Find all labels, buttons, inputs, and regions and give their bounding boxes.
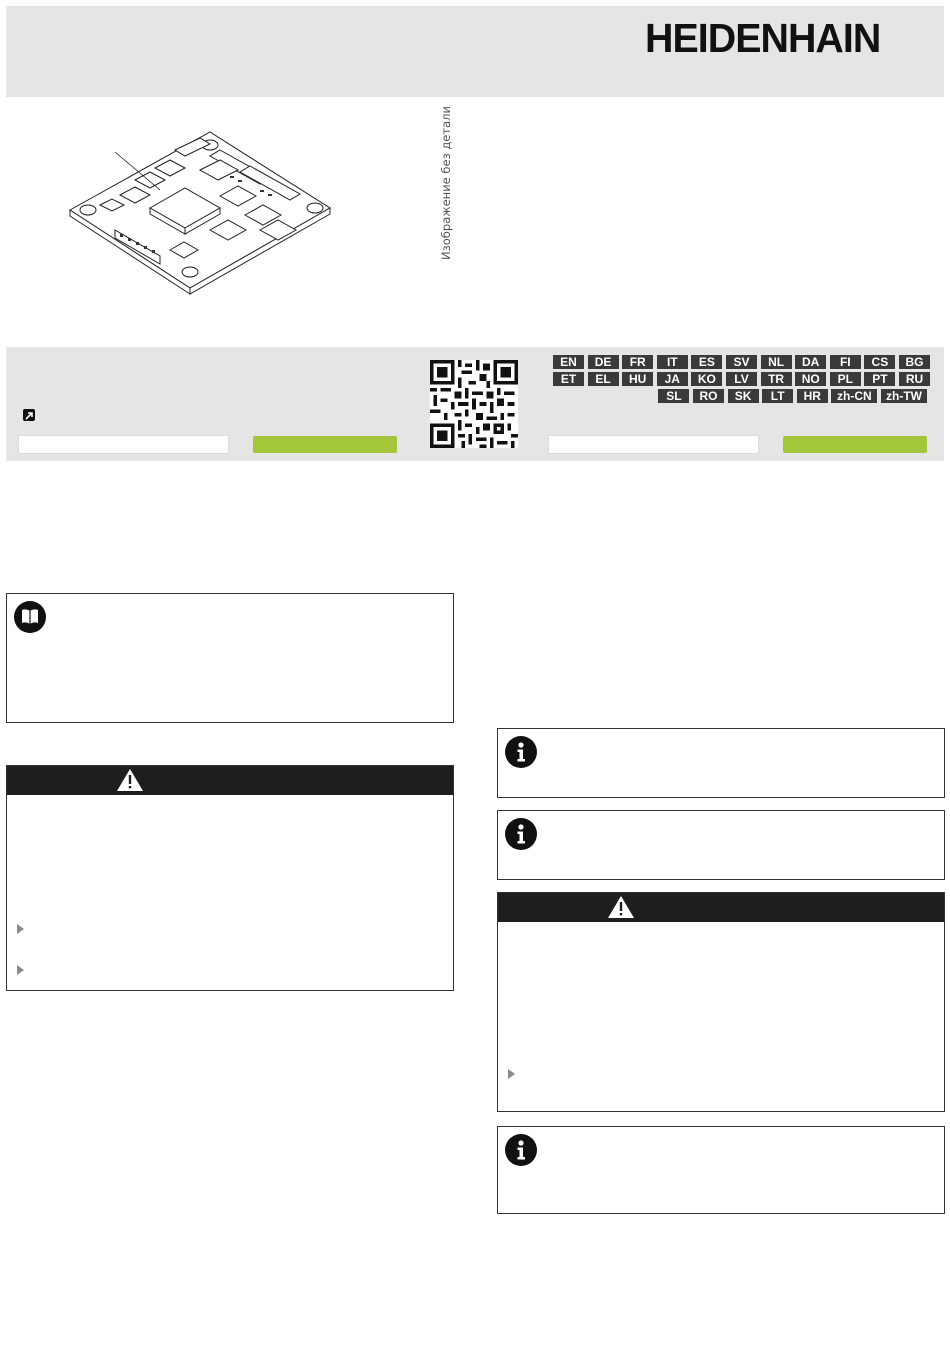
info-icon <box>505 1134 537 1166</box>
bullet-marker <box>508 1069 515 1079</box>
language-chip-ja[interactable]: JA <box>657 372 688 386</box>
warning-header-left <box>7 766 453 795</box>
info-icon <box>505 818 537 850</box>
manual-note-box <box>6 593 454 723</box>
language-chip-lt[interactable]: LT <box>762 389 793 403</box>
language-chip-it[interactable]: IT <box>657 355 688 369</box>
language-chip-bg[interactable]: BG <box>899 355 930 369</box>
language-chip-lv[interactable]: LV <box>726 372 757 386</box>
language-chip-pt[interactable]: PT <box>864 372 895 386</box>
language-chip-es[interactable]: ES <box>691 355 722 369</box>
language-chip-fi[interactable]: FI <box>830 355 861 369</box>
language-chip-da[interactable]: DA <box>795 355 826 369</box>
language-chip-fr[interactable]: FR <box>622 355 653 369</box>
image-caption-vertical: Изображение без детали <box>439 106 453 260</box>
link-field-right[interactable] <box>548 435 759 454</box>
language-chip-hr[interactable]: HR <box>797 389 828 403</box>
info-note-box <box>497 810 945 880</box>
language-chip-zh-tw[interactable]: zh-TW <box>881 389 927 403</box>
qr-code[interactable] <box>430 360 518 448</box>
language-chip-sk[interactable]: SK <box>728 389 759 403</box>
language-chip-no[interactable]: NO <box>795 372 826 386</box>
language-chip-hu[interactable]: HU <box>622 372 653 386</box>
open-button-left[interactable] <box>253 436 397 453</box>
warning-triangle-icon <box>116 768 144 792</box>
bullet-marker <box>17 965 24 975</box>
language-chip-de[interactable]: DE <box>588 355 619 369</box>
info-icon <box>505 736 537 768</box>
language-chip-sv[interactable]: SV <box>726 355 757 369</box>
heidenhain-logo: HEIDENHAIN <box>645 15 881 61</box>
external-link-icon[interactable] <box>23 409 35 421</box>
language-chip-en[interactable]: EN <box>553 355 584 369</box>
info-note-box <box>497 728 945 798</box>
book-icon <box>14 601 46 633</box>
language-chip-sl[interactable]: SL <box>658 389 689 403</box>
language-chip-ru[interactable]: RU <box>899 372 930 386</box>
warning-box-left <box>6 765 454 991</box>
language-chip-pl[interactable]: PL <box>830 372 861 386</box>
open-button-right[interactable] <box>783 436 927 453</box>
link-field-left[interactable] <box>18 435 229 454</box>
info-note-box <box>497 1126 945 1214</box>
warning-header-right <box>498 893 944 922</box>
warning-triangle-icon <box>607 895 635 919</box>
language-chip-el[interactable]: EL <box>588 372 619 386</box>
language-chip-tr[interactable]: TR <box>761 372 792 386</box>
language-chip-nl[interactable]: NL <box>761 355 792 369</box>
warning-box-right <box>497 892 945 1112</box>
circuit-board-illustration <box>60 110 360 310</box>
language-chip-zh-cn[interactable]: zh-CN <box>831 389 877 403</box>
bullet-marker <box>17 924 24 934</box>
language-chip-ko[interactable]: KO <box>691 372 722 386</box>
language-chip-et[interactable]: ET <box>553 372 584 386</box>
language-chip-cs[interactable]: CS <box>864 355 895 369</box>
language-chip-ro[interactable]: RO <box>693 389 724 403</box>
